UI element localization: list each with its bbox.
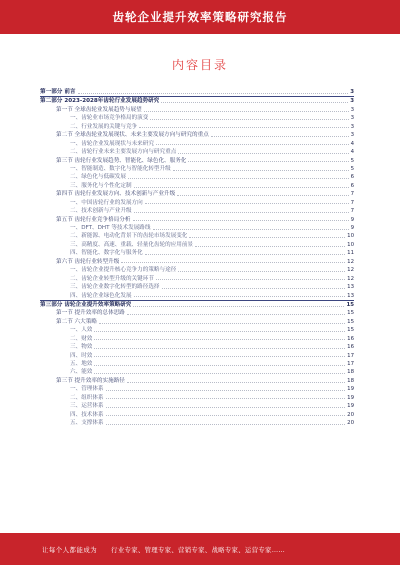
toc-dot-leader bbox=[94, 331, 345, 332]
toc-entry-label: 第三节 齿轮行业发展趋势、智能化、绿色化、服务化 bbox=[56, 157, 187, 164]
toc-dot-leader bbox=[134, 212, 349, 213]
toc-dot-leader bbox=[144, 111, 349, 112]
toc-entry-label: 一、DFT、DHT 等技术发展路线 bbox=[70, 225, 151, 231]
toc-dot-leader bbox=[94, 356, 345, 357]
toc-entry[interactable] bbox=[40, 207, 354, 215]
toc-entry-page: 18 bbox=[347, 377, 354, 384]
toc-entry-label: 三、运营体系 bbox=[70, 403, 104, 410]
toc-dot-leader bbox=[94, 365, 345, 366]
toc-entry-page: 12 bbox=[347, 267, 354, 274]
toc-entry[interactable] bbox=[40, 165, 354, 173]
footer-bar bbox=[0, 533, 400, 565]
toc-dot-leader bbox=[161, 102, 348, 103]
toc-entry-label: 第三部分 齿轮企业提升效率策略研究 bbox=[40, 301, 132, 308]
toc-entry-label: 二、齿轮行业未来主要发展方向与研究重点 bbox=[70, 149, 177, 156]
toc-dot-leader bbox=[156, 144, 349, 145]
toc-entry-label: 六、能效 bbox=[70, 369, 93, 376]
toc-entry-label: 一、人效 bbox=[70, 327, 93, 334]
toc-entry[interactable] bbox=[40, 258, 354, 266]
toc-entry-label: 五、地效 bbox=[70, 361, 93, 367]
toc-entry-page: 9 bbox=[350, 216, 354, 223]
toc-dot-leader bbox=[133, 220, 349, 221]
toc-entry[interactable] bbox=[40, 96, 354, 105]
report-title: 齿轮企业提升效率策略研究报告 bbox=[112, 10, 288, 24]
toc-dot-leader bbox=[127, 314, 345, 315]
toc-entry-label: 第五节 齿轮行业竞争格局分析 bbox=[56, 216, 131, 223]
toc-dot-leader bbox=[133, 306, 344, 307]
toc-entry-label: 三、物效 bbox=[70, 344, 93, 351]
toc-dot-leader bbox=[156, 279, 345, 280]
toc-entry[interactable] bbox=[40, 343, 354, 351]
toc-dot-leader bbox=[153, 229, 349, 230]
toc-entry-label: 第三节 提升效率的实施路径 bbox=[56, 377, 125, 384]
toc-entry[interactable] bbox=[40, 148, 354, 156]
toc-entry-page: 19 bbox=[347, 386, 354, 393]
toc-entry-page: 3 bbox=[350, 89, 354, 95]
toc-entry-page: 9 bbox=[350, 225, 354, 231]
toc-dot-leader bbox=[162, 288, 346, 289]
toc-entry-label: 四、时效 bbox=[70, 352, 93, 359]
toc-entry[interactable] bbox=[40, 216, 354, 224]
toc-entry-label: 二、绿色化与低碳发展 bbox=[70, 174, 126, 181]
toc-entry-page: 3 bbox=[350, 132, 354, 139]
toc-entry-label: 三、高精度、高速、重载、轻量化齿轮的应用前景 bbox=[70, 241, 194, 248]
toc-dot-leader bbox=[134, 187, 349, 188]
toc-entry-label: 二、技术创新与产业升级 bbox=[70, 208, 132, 215]
toc-entry-page: 16 bbox=[347, 335, 354, 342]
toc-entry-page: 20 bbox=[347, 420, 354, 427]
toc-entry-page: 12 bbox=[347, 275, 354, 282]
toc-entry[interactable] bbox=[40, 309, 354, 317]
toc-entry[interactable] bbox=[40, 385, 354, 393]
toc-dot-leader bbox=[145, 203, 349, 204]
toc-entry-label: 一、齿轮企业发展现状与未来研究 bbox=[70, 140, 154, 147]
toc-dot-leader bbox=[134, 296, 346, 297]
toc-entry-label: 二、新能源、电动化背景下的齿轮市场发展变化 bbox=[70, 233, 188, 240]
toc-entry-page: 19 bbox=[347, 394, 354, 401]
toc-dot-leader bbox=[106, 407, 346, 408]
toc-entry[interactable] bbox=[40, 266, 354, 274]
toc-dot-leader bbox=[99, 323, 345, 324]
toc-entry[interactable] bbox=[40, 123, 354, 131]
table-of-contents bbox=[40, 88, 354, 428]
toc-entry-label: 二、行业发展的关键与竞争 bbox=[70, 123, 138, 130]
toc-entry[interactable] bbox=[40, 318, 354, 326]
toc-dot-leader bbox=[188, 161, 348, 162]
toc-dot-leader bbox=[94, 339, 345, 340]
toc-dot-leader bbox=[173, 170, 349, 171]
toc-entry-page: 17 bbox=[347, 361, 354, 367]
toc-entry-page: 10 bbox=[347, 233, 354, 240]
toc-entry-label: 二、财效 bbox=[70, 335, 93, 342]
toc-entry[interactable] bbox=[40, 368, 354, 376]
toc-dot-leader bbox=[106, 424, 346, 425]
toc-dot-leader bbox=[150, 119, 348, 120]
toc-entry[interactable] bbox=[40, 224, 354, 232]
toc-entry[interactable] bbox=[40, 394, 354, 402]
toc-entry-page: 10 bbox=[347, 241, 354, 248]
toc-entry-label: 三、服务化与个性化定制 bbox=[70, 182, 132, 189]
toc-entry-page: 15 bbox=[347, 310, 354, 317]
toc-entry-page: 15 bbox=[347, 327, 354, 334]
toc-entry-page: 17 bbox=[347, 352, 354, 359]
toc-entry[interactable] bbox=[40, 157, 354, 165]
toc-entry-page: 7 bbox=[350, 199, 354, 206]
toc-entry-label: 四、智能化、数字化与服务化 bbox=[70, 250, 143, 257]
toc-entry-label: 一、管理体系 bbox=[70, 386, 104, 393]
toc-dot-leader bbox=[189, 237, 345, 238]
toc-dot-leader bbox=[94, 373, 345, 374]
toc-dot-leader bbox=[177, 195, 348, 196]
toc-dot-leader bbox=[78, 93, 349, 94]
toc-dot-leader bbox=[178, 153, 348, 154]
toc-entry[interactable] bbox=[40, 402, 354, 410]
toc-entry[interactable] bbox=[40, 106, 354, 114]
toc-entry[interactable] bbox=[40, 173, 354, 181]
toc-entry-label: 一、中国齿轮行业的发展方向 bbox=[70, 199, 143, 206]
toc-entry-page: 5 bbox=[350, 157, 354, 164]
toc-entry-page: 3 bbox=[350, 106, 354, 113]
toc-entry-page: 11 bbox=[347, 250, 354, 257]
footer-slogan-left: 让每个人都能成为 bbox=[42, 545, 98, 554]
toc-entry-label: 一、齿轮业市场竞争格局的演变 bbox=[70, 115, 149, 122]
toc-entry[interactable] bbox=[40, 360, 354, 368]
toc-entry-page: 6 bbox=[350, 182, 354, 189]
toc-dot-leader bbox=[127, 382, 345, 383]
toc-entry-label: 二、组织体系 bbox=[70, 394, 104, 401]
toc-entry-label: 一、智能制造、数字化与智能化转型升级 bbox=[70, 165, 171, 172]
toc-entry-page: 3 bbox=[350, 98, 354, 105]
toc-entry[interactable] bbox=[40, 114, 354, 122]
toc-dot-leader bbox=[211, 136, 349, 137]
toc-entry-page: 13 bbox=[347, 292, 354, 299]
toc-entry[interactable] bbox=[40, 249, 354, 257]
toc-entry[interactable] bbox=[40, 335, 354, 343]
toc-entry-label: 四、技术体系 bbox=[70, 411, 104, 418]
toc-entry-label: 二、齿轮企业转型升级的关键环节 bbox=[70, 275, 154, 282]
toc-entry[interactable] bbox=[40, 300, 354, 309]
toc-entry[interactable] bbox=[40, 190, 354, 198]
toc-dot-leader bbox=[106, 415, 346, 416]
toc-entry-label: 第一节 提升效率的总体思路 bbox=[56, 310, 125, 317]
toc-entry[interactable] bbox=[40, 232, 354, 240]
toc-dot-leader bbox=[145, 254, 345, 255]
toc-entry-label: 第一节 全球齿轮业发展趋势与展望 bbox=[56, 106, 142, 113]
toc-dot-leader bbox=[128, 178, 349, 179]
toc-entry[interactable] bbox=[40, 131, 354, 139]
toc-entry[interactable] bbox=[40, 275, 354, 283]
toc-dot-leader bbox=[121, 262, 345, 263]
toc-entry-page: 16 bbox=[347, 344, 354, 351]
toc-entry-label: 第四节 齿轮行业发展方向、技术创新与产业升级 bbox=[56, 191, 176, 198]
toc-dot-leader bbox=[94, 348, 345, 349]
toc-entry-label: 第二节 全球齿轮业发展现状、未来主要发展方向与研究的重点 bbox=[56, 132, 209, 139]
toc-entry-page: 18 bbox=[347, 369, 354, 376]
toc-entry[interactable] bbox=[40, 419, 354, 427]
toc-dot-leader bbox=[106, 390, 346, 391]
toc-entry-label: 四、齿轮企业绿色化发展 bbox=[70, 292, 132, 299]
toc-entry-label: 第二部分 2023-2028年齿轮行业发展趋势研究 bbox=[40, 98, 160, 105]
toc-dot-leader bbox=[178, 271, 345, 272]
toc-entry[interactable] bbox=[40, 326, 354, 334]
toc-entry-label: 第一部分 前言 bbox=[40, 89, 76, 95]
toc-entry-page: 3 bbox=[350, 123, 354, 130]
toc-entry-page: 4 bbox=[350, 149, 354, 156]
toc-entry-label: 一、齿轮企业提升核心竞争力的策略与途径 bbox=[70, 267, 177, 274]
toc-entry[interactable] bbox=[40, 140, 354, 148]
toc-entry[interactable] bbox=[40, 292, 354, 300]
toc-entry-page: 12 bbox=[347, 258, 354, 265]
toc-entry-page: 7 bbox=[350, 208, 354, 215]
toc-entry[interactable] bbox=[40, 88, 354, 96]
toc-entry-page: 15 bbox=[347, 318, 354, 325]
toc-entry-page: 15 bbox=[346, 301, 354, 308]
toc-entry-label: 第二节 六大策略 bbox=[56, 318, 97, 325]
toc-entry-label: 三、齿轮企业数字化转型的路径选择 bbox=[70, 284, 160, 291]
toc-entry-page: 3 bbox=[350, 115, 354, 122]
toc-entry[interactable] bbox=[40, 199, 354, 207]
toc-entry[interactable] bbox=[40, 182, 354, 190]
toc-entry-page: 13 bbox=[347, 284, 354, 291]
toc-entry-page: 6 bbox=[350, 174, 354, 181]
header-bar bbox=[0, 0, 400, 34]
toc-entry-label: 五、支撑体系 bbox=[70, 420, 104, 427]
toc-heading: 内容目录 bbox=[171, 58, 228, 72]
toc-entry[interactable] bbox=[40, 352, 354, 360]
toc-entry-page: 19 bbox=[347, 403, 354, 410]
toc-entry[interactable] bbox=[40, 241, 354, 249]
footer-slogan-right: 行业专家、管理专家、营销专家、战略专家、运营专家…… bbox=[111, 545, 286, 554]
toc-entry-label: 第六节 齿轮行业转型升级 bbox=[56, 258, 120, 265]
toc-dot-leader bbox=[106, 398, 346, 399]
toc-entry-page: 4 bbox=[350, 140, 354, 147]
toc-entry-page: 5 bbox=[350, 165, 354, 172]
toc-dot-leader bbox=[195, 246, 345, 247]
toc-entry[interactable] bbox=[40, 283, 354, 291]
toc-entry-page: 7 bbox=[350, 191, 354, 198]
toc-dot-leader bbox=[139, 127, 348, 128]
toc-entry-page: 20 bbox=[347, 411, 354, 418]
toc-entry[interactable] bbox=[40, 411, 354, 419]
toc-entry[interactable] bbox=[40, 377, 354, 385]
